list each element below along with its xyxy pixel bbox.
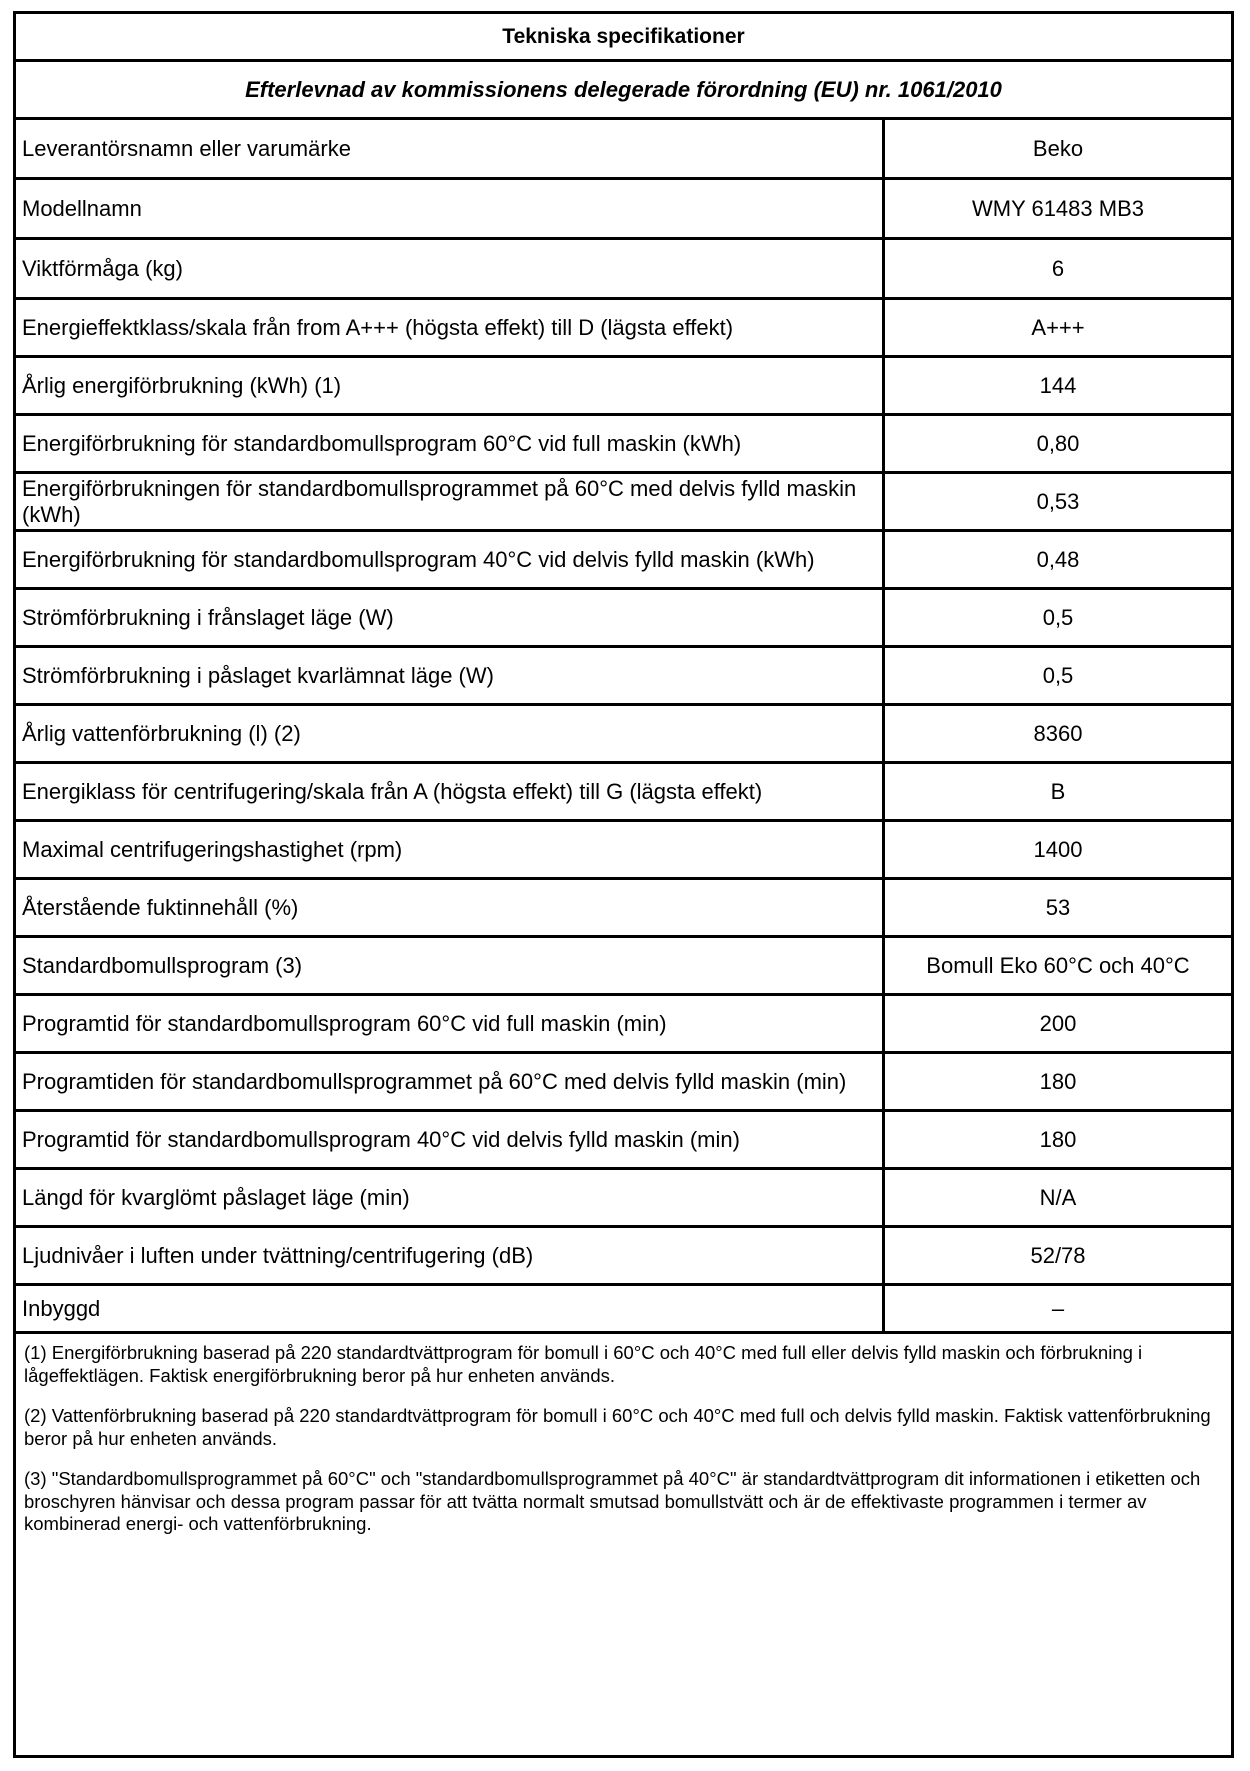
spec-label: Energiförbrukningen för standardbomullsprogrammet på 60°C med delvis fylld maskin (kWh)	[16, 474, 885, 529]
spec-label: Modellnamn	[16, 180, 885, 237]
spec-value: 1400	[1033, 836, 1083, 862]
footnote-2: (2) Vattenförbrukning baserad på 220 standardtvättprogram för bomull i 60°C och 40°C med full och delvis fylld maskin. Faktisk vattenförbrukning beror på hur enheten används.	[24, 1405, 1211, 1449]
spec-row-supplier	[16, 120, 1231, 180]
spec-label: Energiklass för centrifugering/skala från A (högsta effekt) till G (lägsta effekt)	[16, 764, 885, 819]
footnote-3: (3) "Standardbomullsprogrammet på 60°C" och "standardbomullsprogrammet på 40°C" är standardtvättprogram dit informationen i etiketten och broschyren hänvisar och dessa program passar för att tvätta normalt smutsad bomullstvätt och är de effektivaste programmen i termer av kombinerad energi- och vattenförbrukning.	[24, 1468, 1201, 1534]
spec-row-model	[16, 180, 1231, 240]
spec-row-annual-energy	[16, 358, 1231, 416]
spec-value: 53	[1045, 894, 1071, 920]
spec-value: 0,53	[1036, 488, 1080, 514]
spec-label: Årlig energiförbrukning (kWh) (1)	[16, 358, 885, 413]
spec-label: Strömförbrukning i påslaget kvarlämnat läge (W)	[16, 648, 885, 703]
footnotes	[16, 1342, 1231, 1554]
spec-label: Programtiden för standardbomullsprogrammet på 60°C med delvis fylld maskin (min)	[16, 1054, 885, 1109]
regulation-subtitle: Efterlevnad av kommissionens delegerade förordning (EU) nr. 1061/2010	[16, 62, 1231, 120]
spec-row-moisture	[16, 880, 1231, 938]
spec-row-energy-60-full	[16, 416, 1231, 474]
spec-value: B	[1050, 778, 1066, 804]
spec-value: 52/78	[1030, 1242, 1086, 1268]
footnote-1: (1) Energiförbrukning baserad på 220 standardtvättprogram för bomull i 60°C och 40°C med full eller delvis fylld maskin och förbrukning i lågeffektlägen. Faktisk energiförbrukning beror på hur enheten används.	[24, 1342, 1143, 1386]
spec-label: Strömförbrukning i frånslaget läge (W)	[16, 590, 885, 645]
spec-row-time-40-partial	[16, 1112, 1231, 1170]
spec-row-left-on-duration	[16, 1170, 1231, 1228]
spec-value: –	[1051, 1295, 1065, 1321]
spec-row-energy-40-partial	[16, 532, 1231, 590]
spec-label: Leverantörsnamn eller varumärke	[16, 120, 885, 177]
spec-label: Programtid för standardbomullsprogram 40°C vid delvis fylld maskin (min)	[16, 1112, 885, 1167]
spec-value: Beko	[1032, 135, 1084, 161]
spec-value: 0,48	[1036, 546, 1080, 572]
spec-value: 0,5	[1042, 604, 1074, 630]
spec-row-time-60-partial	[16, 1054, 1231, 1112]
spec-label: Viktförmåga (kg)	[16, 240, 885, 297]
spec-value: 0,5	[1042, 662, 1074, 688]
spec-value: WMY 61483 MB3	[971, 195, 1144, 221]
spec-label: Längd för kvarglömt påslaget läge (min)	[16, 1170, 885, 1225]
spec-row-spin-class	[16, 764, 1231, 822]
spec-row-max-spin	[16, 822, 1231, 880]
spec-value: A+++	[1031, 314, 1085, 340]
spec-label: Maximal centrifugeringshastighet (rpm)	[16, 822, 885, 877]
spec-row-capacity	[16, 240, 1231, 300]
spec-value: 8360	[1033, 720, 1083, 746]
spec-row-power-left-on	[16, 648, 1231, 706]
spec-value: 6	[1051, 255, 1065, 281]
spec-value: N/A	[1039, 1184, 1077, 1210]
spec-label: Energiförbrukning för standardbomullsprogram 60°C vid full maskin (kWh)	[16, 416, 885, 471]
spec-value: 144	[1039, 372, 1077, 398]
spec-label: Återstående fuktinnehåll (%)	[16, 880, 885, 935]
spec-row-built-in	[16, 1286, 1231, 1334]
spec-sheet	[13, 11, 1234, 1758]
spec-value: 200	[1039, 1010, 1077, 1036]
spec-label: Programtid för standardbomullsprogram 60°C vid full maskin (min)	[16, 996, 885, 1051]
spec-value: 0,80	[1036, 430, 1080, 456]
spec-label: Energiförbrukning för standardbomullsprogram 40°C vid delvis fylld maskin (kWh)	[16, 532, 885, 587]
spec-row-power-off	[16, 590, 1231, 648]
spec-row-standard-program	[16, 938, 1231, 996]
spec-row-annual-water	[16, 706, 1231, 764]
spec-row-noise	[16, 1228, 1231, 1286]
spec-label: Energieffektklass/skala från from A+++ (högsta effekt) till D (lägsta effekt)	[16, 300, 885, 355]
spec-row-energy-class	[16, 300, 1231, 358]
spec-value: 180	[1039, 1068, 1077, 1094]
spec-label: Standardbomullsprogram (3)	[16, 938, 885, 993]
spec-label: Inbyggd	[16, 1286, 885, 1331]
spec-row-time-60-full	[16, 996, 1231, 1054]
spec-row-energy-60-partial	[16, 474, 1231, 532]
spec-value: 180	[1039, 1126, 1077, 1152]
page-title: Tekniska specifikationer	[16, 14, 1231, 62]
spec-label: Årlig vattenförbrukning (l) (2)	[16, 706, 885, 761]
spec-label: Ljudnivåer i luften under tvättning/centrifugering (dB)	[16, 1228, 885, 1283]
spec-value: Bomull Eko 60°C och 40°C	[926, 952, 1190, 978]
